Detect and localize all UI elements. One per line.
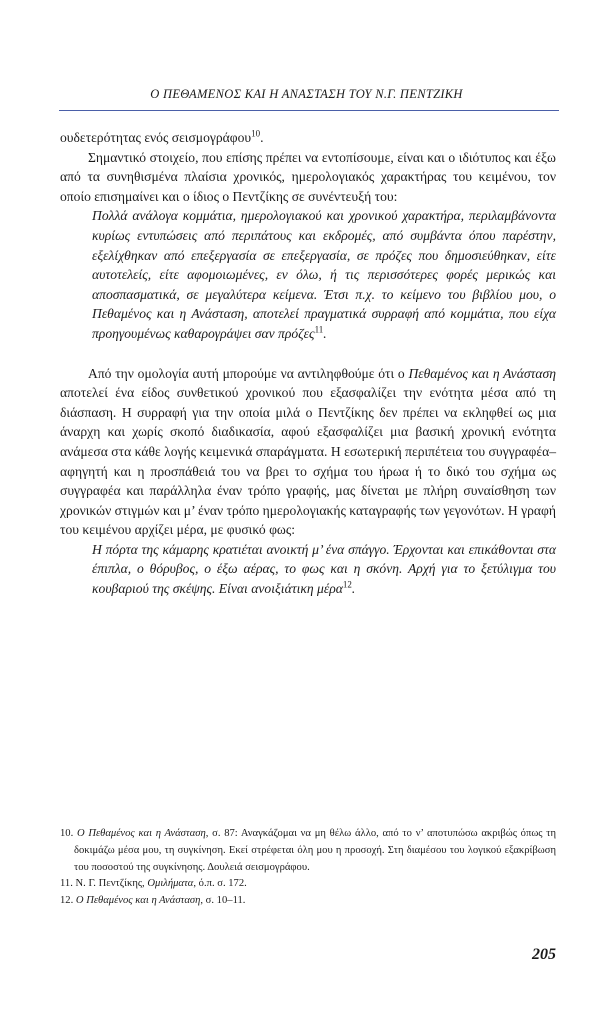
footnote-ref-12[interactable]: 12 xyxy=(342,579,352,590)
page-number: 205 xyxy=(532,946,556,963)
footnote-ref-10[interactable]: 10 xyxy=(251,128,261,139)
footnote-11-title: Ομιλήματα xyxy=(147,878,194,890)
book-title-italic: Πεθαμένος και η Ανάσταση xyxy=(408,365,556,381)
footnote-10-text: , σ. 87: Αναγκάζομαι να μη θέλω άλλο, από το ν’ αποτυπώσω ακριβώς όπως τη δοκιμάζω μέσα μου, τη συγκίνηση. Εκεί στρέφεται όλη μου η προσοχή. Στη διαμέσου του λογικού εξακρίβωση του ποσοστού της συγκίνησης. Δουλειά σεισμογράφου. xyxy=(74,828,557,873)
block-quote-2-end: . xyxy=(351,581,356,597)
footnote-12-text: , σ. 10–11. xyxy=(200,895,246,907)
footnote-10-label: 10. xyxy=(60,828,77,839)
header-rule xyxy=(59,110,559,111)
paragraph-3 xyxy=(60,364,556,540)
block-quote-2 xyxy=(60,540,556,599)
paragraph-1-text: ουδετερότητας ενός σεισμογράφου xyxy=(60,130,252,145)
paragraph-1 xyxy=(60,128,556,148)
paragraph-3-start: Από την ομολογία αυτή μπορούμε να αντιληφθούμε ότι ο xyxy=(88,365,409,381)
block-quote-1 xyxy=(60,206,556,343)
footnote-11-text: , ό.π. σ. 172. xyxy=(193,878,247,890)
footnote-11 xyxy=(60,876,556,893)
paragraph-3-rest: αποτελεί ένα είδος συνθετικού χρονικού που εξασφαλίζει την ενότητα μέσα από τη διάσπαση. Η συρραφή για την οποία μιλά ο Πεντζίκης δεν πρέπει να εκληφθεί ως μια άναρχη και χωρίς σκοπό διαδικασία, αφού εξασφαλίζει μια βασική χρονική ενότητα ανάμεσα στα κάθε λογής κειμενικά σπαράγματα. Η εσωτερική περιπέτεια του συγγραφέα–αφηγητή και η προσπάθειά του να βρει το σχήμα του ήρωα ή το δικό του σχήμα ως συγγραφέα και παράλληλα έναν τρόπο γραφής, μας δίνεται με πλήρη συναίσθηση των χρονικών στιγμών και μ’ έναν τρόπο ημερολογιακής καταγραφής των γεγονότων. Η γραφή του κειμένου αρχίζει μέρα, με φυσικό φως: xyxy=(60,385,556,538)
block-quote-1-text: Πολλά ανάλογα κομμάτια, ημερολογιακού και χρονικού χαρακτήρα, περιλαμβάνοντα κυρίως εντυπώσεις από περιπάτους και εκδρομές, από συμβάντα όπου παρέστην, εξελίχθηκαν από επεξεργασία σε επεξεργασία, σε πρόζες που δημοσιεύθηκαν, είτε αυτοτελείς, είτε αφομοιωμένες, εν όλω, ή τις περισσότερες φορές μερικώς και αποσπασματικά, σε μεγαλύτερα κείμενα. Έτσι π.χ. το κείμενο του βιβλίου μου, ο Πεθαμένος και η Ανάσταση, αποτελεί πραγματικά συρραφή από κομμάτια, που είχα προηγουμένως καθαρογράψει σαν πρόζες xyxy=(92,208,556,341)
body-text xyxy=(60,128,556,599)
block-quote-2-text: Η πόρτα της κάμαρης κρατιέται ανοικτή μ’ ένα σπάγγο. Έρχονται και επικάθονται στα έπιπλα, ο θόρυβος, ο έξω αέρας, το φως και η σκόνη. Αρχή για το ξετύλιγμα του κουβαριού της σκέψης. Είναι ανοιξιάτικη μέρα xyxy=(92,541,556,597)
footnotes xyxy=(60,826,556,910)
footnote-ref-11[interactable]: 11 xyxy=(314,324,324,335)
paragraph-2: Σημαντικό στοιχείο, που επίσης πρέπει να εντοπίσουμε, είναι και ο ιδιότυπος και έξω από τα συνηθισμένα πλαίσια χρονικός, ημερολογιακός χαρακτήρας του κειμένου, τον οποίο επισημαίνει και ο ίδιος ο Πεντζίκης σε συνέντευξή του: xyxy=(60,149,556,204)
footnote-12-label: 12. xyxy=(60,895,76,907)
paragraph-1-end: . xyxy=(260,130,264,145)
footnote-12-title: Ο Πεθαμένος και η Ανάσταση xyxy=(75,895,201,907)
footnote-10-title: Ο Πεθαμένος και η Ανάσταση xyxy=(76,828,206,839)
block-quote-1-end: . xyxy=(323,325,327,341)
running-header: Ο ΠΕΘΑΜΕΝΟΣ ΚΑΙ Η ΑΝΑΣΤΑΣΗ ΤΟΥ Ν.Γ. ΠΕΝΤΖΙΚΗ xyxy=(150,87,463,101)
footnote-11-label: 11. Ν. Γ. Πεντζίκης, xyxy=(60,878,148,890)
footnote-12 xyxy=(60,893,556,910)
footnote-10 xyxy=(60,826,556,876)
